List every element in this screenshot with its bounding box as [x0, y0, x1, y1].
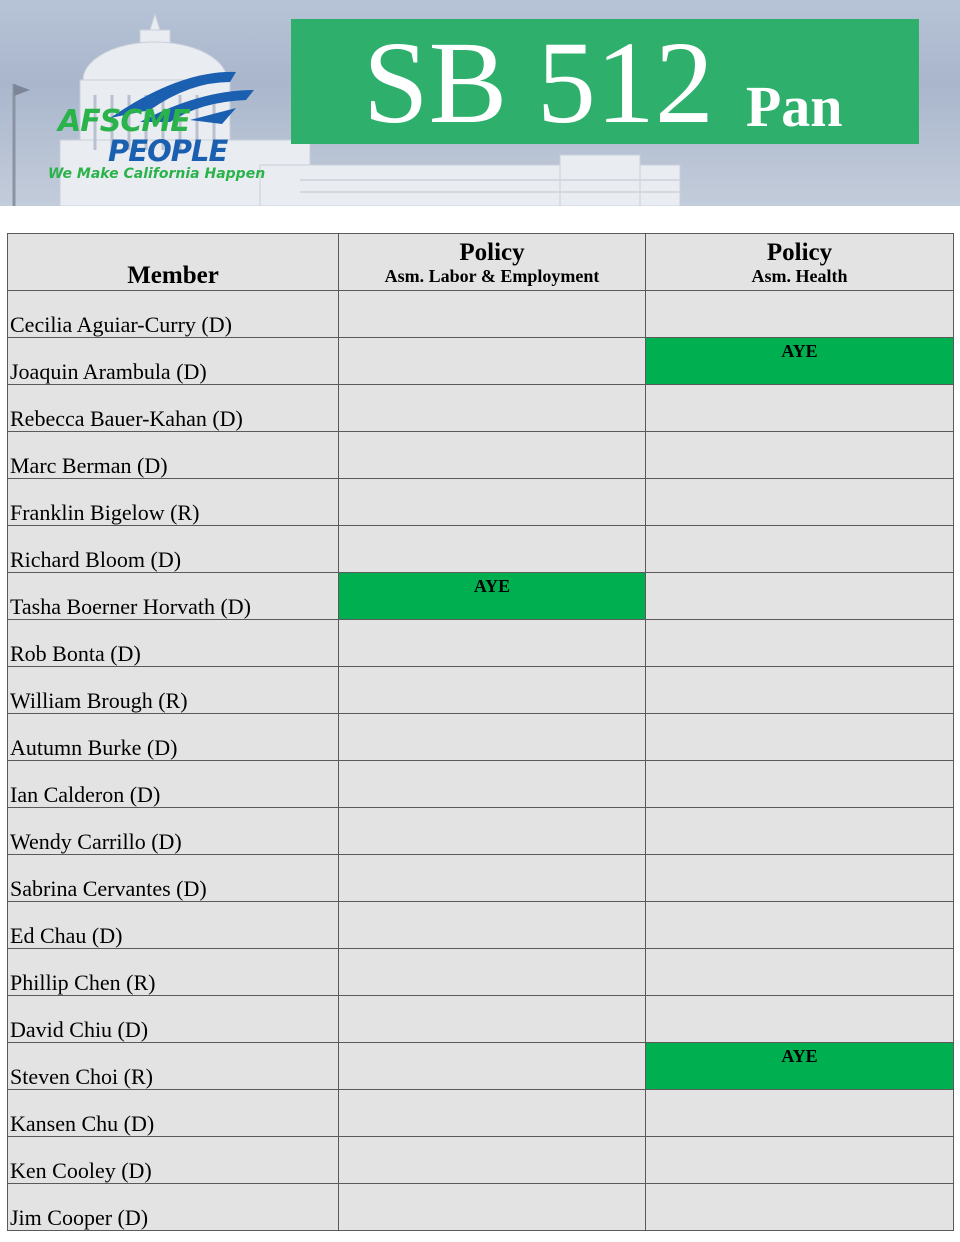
member-column-header: [8, 234, 339, 291]
column-subtitle: Asm. Health: [751, 266, 848, 286]
labor-vote-cell: [339, 667, 646, 714]
afscme-people-logo: [40, 60, 280, 190]
member-name-cell: Steven Choi (R): [8, 1043, 339, 1090]
labor-vote-cell: [339, 479, 646, 526]
table-row: [8, 855, 954, 902]
labor-vote-cell: [339, 432, 646, 479]
member-name-cell: Richard Bloom (D): [8, 526, 339, 573]
health-vote-cell: [646, 855, 954, 902]
column-title: Policy: [766, 239, 833, 266]
member-name-cell: David Chiu (D): [8, 996, 339, 1043]
bill-title-box: [291, 17, 919, 148]
member-name-cell: Tasha Boerner Horvath (D): [8, 573, 339, 620]
health-vote-cell: [646, 808, 954, 855]
member-name-cell: Autumn Burke (D): [8, 714, 339, 761]
health-vote-cell: AYE: [646, 1043, 954, 1090]
member-name-cell: Wendy Carrillo (D): [8, 808, 339, 855]
member-name-cell: Jim Cooper (D): [8, 1184, 339, 1231]
logo-tagline: We Make California Happen: [48, 166, 266, 182]
table-row: [8, 714, 954, 761]
labor-vote-cell: [339, 714, 646, 761]
member-name-cell: Ed Chau (D): [8, 902, 339, 949]
member-name-cell: Marc Berman (D): [8, 432, 339, 479]
vote-table: [7, 233, 954, 1231]
table-row: [8, 1184, 954, 1231]
member-name-cell: Franklin Bigelow (R): [8, 479, 339, 526]
bill-number: SB 512: [363, 17, 714, 148]
health-vote-cell: [646, 996, 954, 1043]
member-name-cell: Sabrina Cervantes (D): [8, 855, 339, 902]
health-vote-cell: [646, 1137, 954, 1184]
health-vote-cell: [646, 714, 954, 761]
table-row: [8, 761, 954, 808]
labor-vote-cell: AYE: [339, 573, 646, 620]
health-vote-cell: [646, 1090, 954, 1137]
table-row: [8, 432, 954, 479]
health-vote-cell: [646, 479, 954, 526]
labor-vote-cell: [339, 1043, 646, 1090]
health-vote-cell: [646, 902, 954, 949]
table-row: [8, 620, 954, 667]
labor-committee-column-header: [339, 234, 646, 291]
table-row: [8, 338, 954, 385]
member-name-cell: Ken Cooley (D): [8, 1137, 339, 1184]
labor-vote-cell: [339, 902, 646, 949]
table-row: [8, 526, 954, 573]
member-name-cell: Rebecca Bauer-Kahan (D): [8, 385, 339, 432]
labor-vote-cell: [339, 1090, 646, 1137]
member-name-cell: Phillip Chen (R): [8, 949, 339, 996]
table-row: [8, 291, 954, 338]
health-committee-column-header: [646, 234, 954, 291]
health-vote-cell: [646, 667, 954, 714]
member-name-cell: William Brough (R): [8, 667, 339, 714]
table-row: [8, 1043, 954, 1090]
labor-vote-cell: [339, 855, 646, 902]
table-row: [8, 479, 954, 526]
labor-vote-cell: [339, 291, 646, 338]
health-vote-cell: [646, 291, 954, 338]
table-row: [8, 949, 954, 996]
labor-vote-cell: [339, 761, 646, 808]
table-row: [8, 385, 954, 432]
table-row: [8, 1137, 954, 1184]
table-row: [8, 667, 954, 714]
health-vote-cell: [646, 620, 954, 667]
member-name-cell: Ian Calderon (D): [8, 761, 339, 808]
health-vote-cell: [646, 526, 954, 573]
health-vote-cell: [646, 432, 954, 479]
table-row: [8, 996, 954, 1043]
column-title: Policy: [459, 239, 525, 266]
health-vote-cell: [646, 1184, 954, 1231]
labor-vote-cell: [339, 808, 646, 855]
table-row: [8, 902, 954, 949]
health-vote-cell: [646, 949, 954, 996]
labor-vote-cell: [339, 1184, 646, 1231]
column-subtitle: Asm. Labor & Employment: [384, 266, 600, 286]
header-banner: [0, 0, 960, 206]
member-name-cell: Rob Bonta (D): [8, 620, 339, 667]
labor-vote-cell: [339, 338, 646, 385]
labor-vote-cell: [339, 620, 646, 667]
labor-vote-cell: [339, 526, 646, 573]
member-name-cell: Joaquin Arambula (D): [8, 338, 339, 385]
member-name-cell: Kansen Chu (D): [8, 1090, 339, 1137]
table-row: [8, 808, 954, 855]
health-vote-cell: [646, 761, 954, 808]
table-row: [8, 1090, 954, 1137]
logo-afscme-text: AFSCME: [58, 104, 190, 139]
logo-people-text: PEOPLE: [108, 134, 228, 168]
member-name-cell: Cecilia Aguiar-Curry (D): [8, 291, 339, 338]
health-vote-cell: AYE: [646, 338, 954, 385]
table-row: [8, 573, 954, 620]
member-header-label: Member: [127, 262, 219, 289]
labor-vote-cell: [339, 996, 646, 1043]
labor-vote-cell: [339, 385, 646, 432]
health-vote-cell: [646, 385, 954, 432]
labor-vote-cell: [339, 1137, 646, 1184]
table-header-row: [8, 234, 954, 291]
bill-author: Pan: [745, 74, 843, 139]
health-vote-cell: [646, 573, 954, 620]
labor-vote-cell: [339, 949, 646, 996]
